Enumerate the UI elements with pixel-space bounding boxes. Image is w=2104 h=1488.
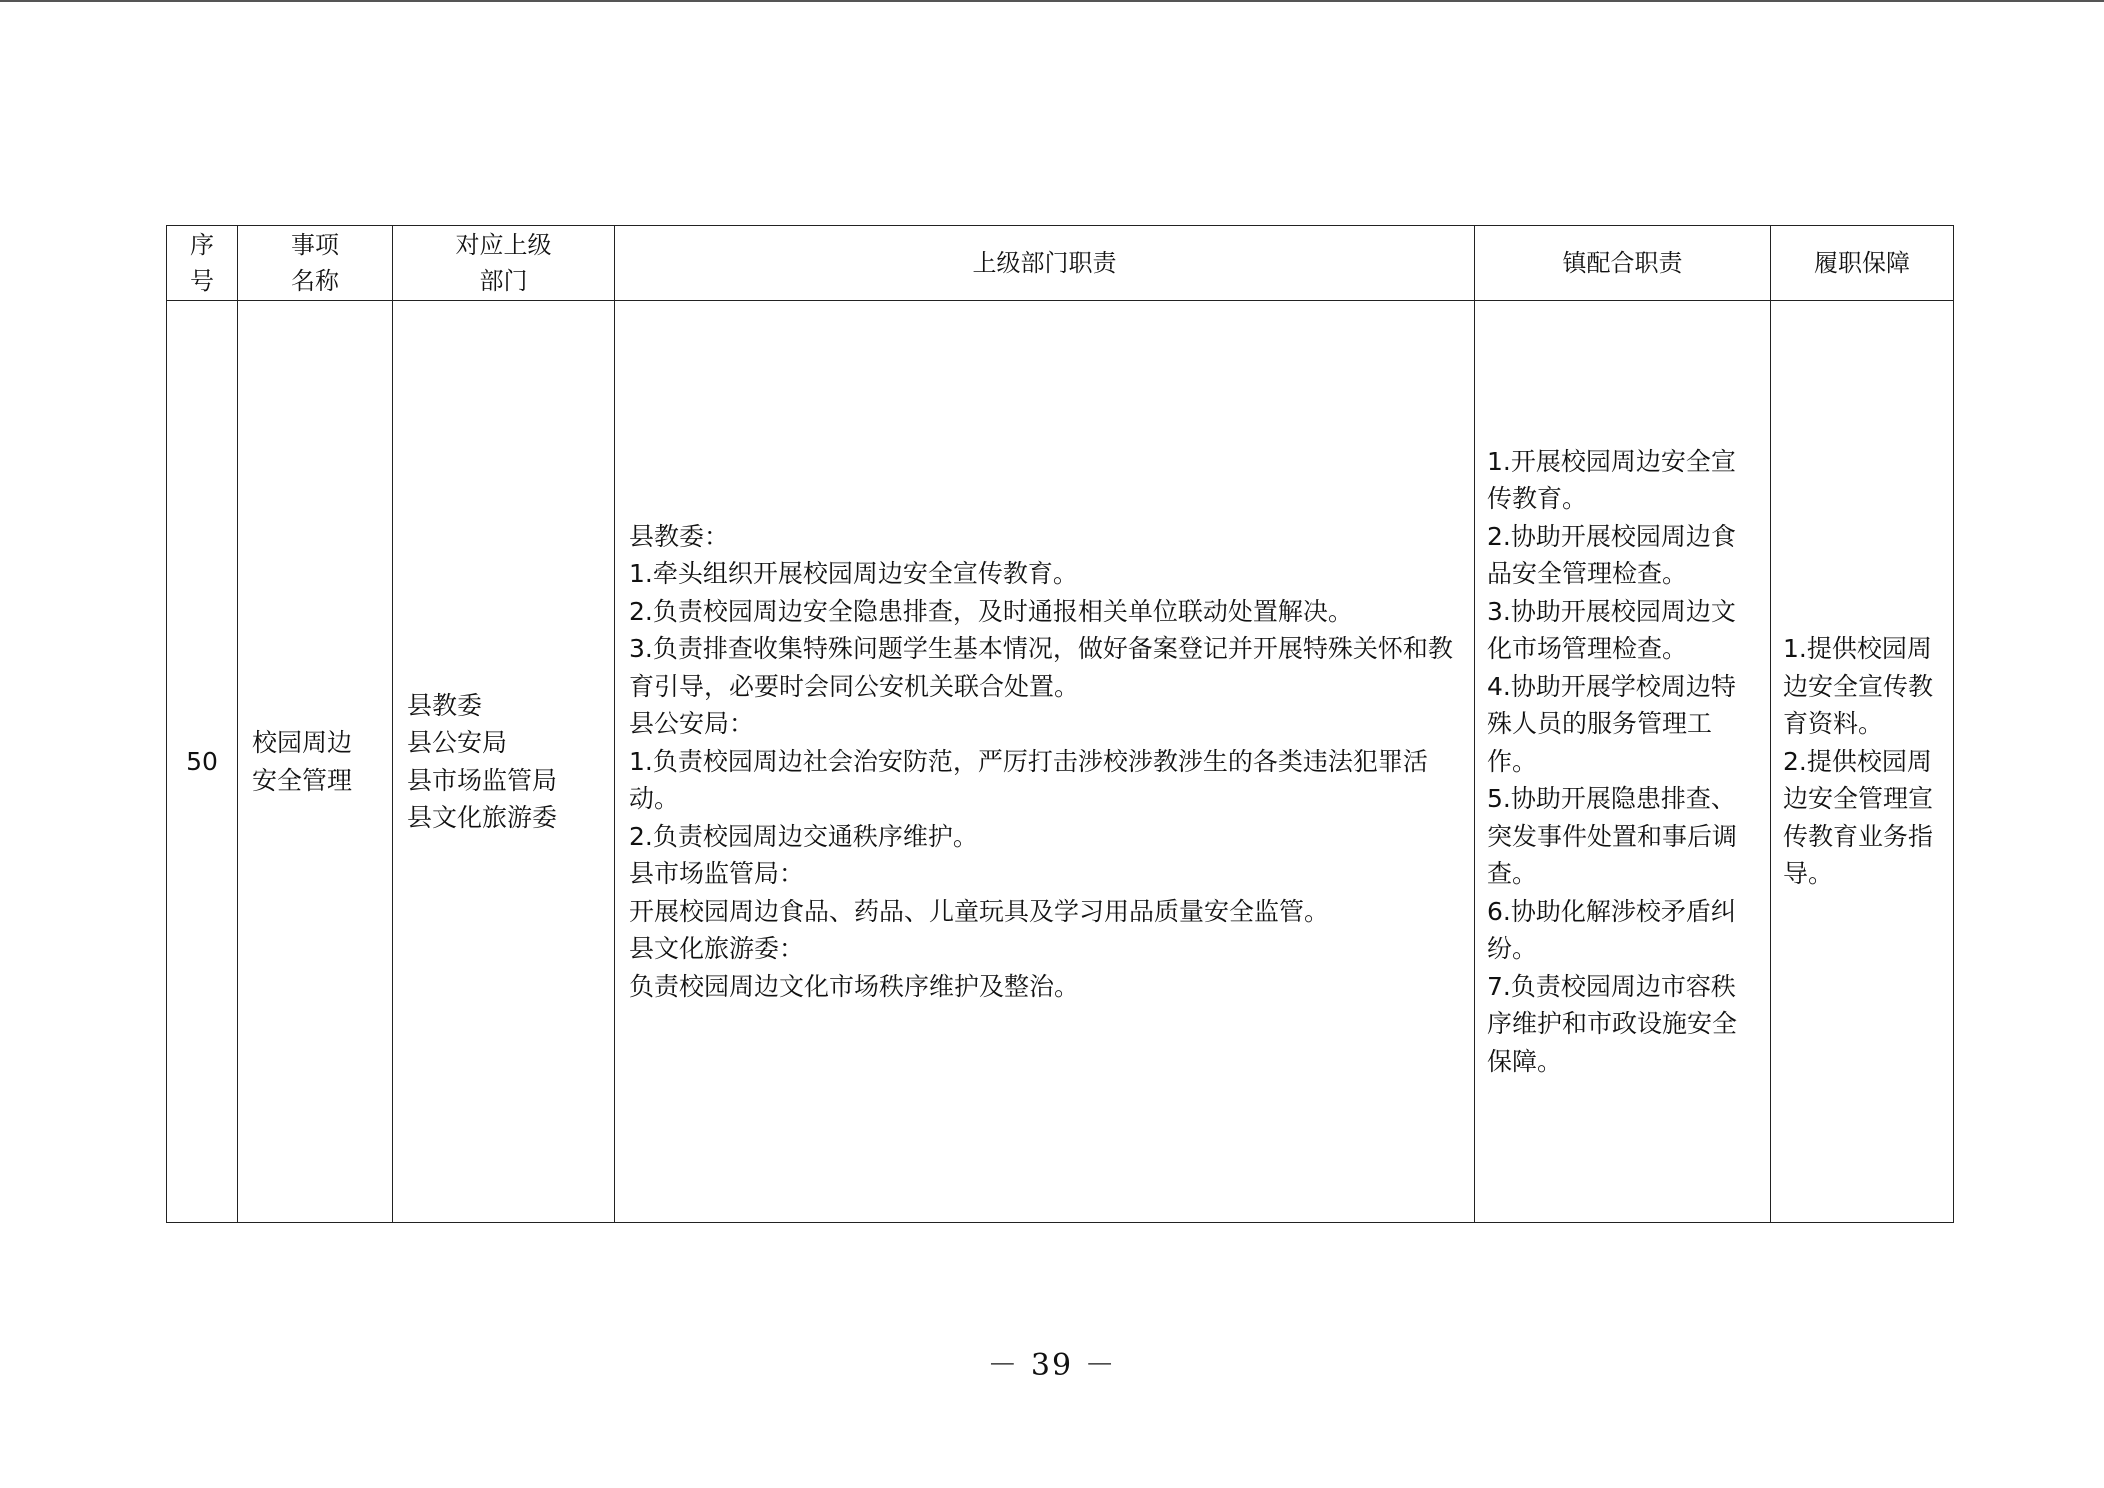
cell-item-name (238, 301, 393, 1223)
town-duty-item: 6.协助化解涉校矛盾纠纷。 (1487, 896, 1736, 964)
header-seq (167, 226, 238, 301)
header-item-name-line: 事项 (291, 231, 339, 259)
town-duty-item: 1.开展校园周边安全宣传教育。 (1487, 446, 1736, 514)
town-duty-item: 2.协助开展校园周边食品安全管理检查。 (1487, 521, 1736, 589)
superior-duty-line: 县教委： (629, 521, 730, 551)
header-superior-dept-line: 对应上级 (455, 231, 552, 259)
item-name-line: 安全管理 (252, 765, 353, 795)
superior-duty-line: 县公安局： (629, 709, 755, 739)
header-superior-dept-line: 部门 (479, 267, 528, 295)
header-town-duty: 镇配合职责 (1475, 226, 1771, 301)
item-name-line: 校园周边 (252, 728, 353, 757)
cell-superior-duties (615, 301, 1475, 1223)
town-duty-item: 4.协助开展学校周边特殊人员的服务管理工作。 (1487, 671, 1736, 776)
superior-duty-line: 3.负责排查收集特殊问题学生基本情况，做好备案登记并开展特殊关怀和教育引导，必要时会同公安机关联合处置。 (629, 634, 1453, 701)
dept-item: 县文化旅游委 (407, 803, 558, 832)
superior-duty-line: 2.负责校园周边安全隐患排查，及时通报相关单位联动处置解决。 (629, 596, 1353, 626)
superior-duty-line: 2.负责校园周边交通秩序维护。 (629, 821, 978, 851)
cell-seq (167, 301, 238, 1223)
table-row (167, 301, 1954, 1223)
header-superior-dept (393, 226, 615, 301)
header-superior-duty: 上级部门职责 (615, 226, 1475, 301)
guarantee-item: 1.提供校园周边安全宣传教育资料。 (1783, 634, 1934, 739)
superior-duty-line: 开展校园周边食品、药品、儿童玩具及学习用品质量安全监管。 (629, 896, 1330, 926)
duty-table (166, 225, 1954, 1223)
town-duty-item: 7.负责校园周边市容秩序维护和市政设施安全保障。 (1487, 971, 1738, 1076)
seq-number: 50 (186, 746, 218, 776)
superior-duty-line: 县市场监管局： (629, 859, 805, 889)
superior-duty-line: 1.负责校园周边社会治安防范，严厉打击涉校涉教涉生的各类违法犯罪活动。 (629, 746, 1428, 814)
cell-guarantees (1771, 301, 1954, 1223)
cell-town-duties (1475, 301, 1771, 1223)
superior-duty-line: 县文化旅游委： (629, 934, 805, 964)
header-guarantee: 履职保障 (1771, 226, 1954, 301)
town-duty-item: 3.协助开展校园周边文化市场管理检查。 (1487, 596, 1736, 664)
header-seq-line: 序 (190, 231, 214, 259)
guarantee-item: 2.提供校园周边安全管理宣传教育业务指导。 (1783, 746, 1934, 889)
dept-item: 县市场监管局 (407, 765, 558, 795)
header-seq-line: 号 (190, 267, 214, 295)
cell-superior-depts (393, 301, 615, 1223)
town-duty-item: 5.协助开展隐患排查、突发事件处置和事后调查。 (1487, 784, 1738, 889)
top-border-line (0, 0, 2104, 2)
dept-item: 县公安局 (407, 728, 508, 757)
header-item-name-line: 名称 (291, 267, 339, 295)
page-number: － 39 － (987, 1348, 1117, 1383)
superior-duty-line: 1.牵头组织开展校园周边安全宣传教育。 (629, 559, 1078, 589)
header-item-name (238, 226, 393, 301)
dept-item: 县教委 (407, 690, 483, 720)
superior-duty-line: 负责校园周边文化市场秩序维护及整治。 (629, 971, 1080, 1001)
header-row (167, 226, 1954, 301)
